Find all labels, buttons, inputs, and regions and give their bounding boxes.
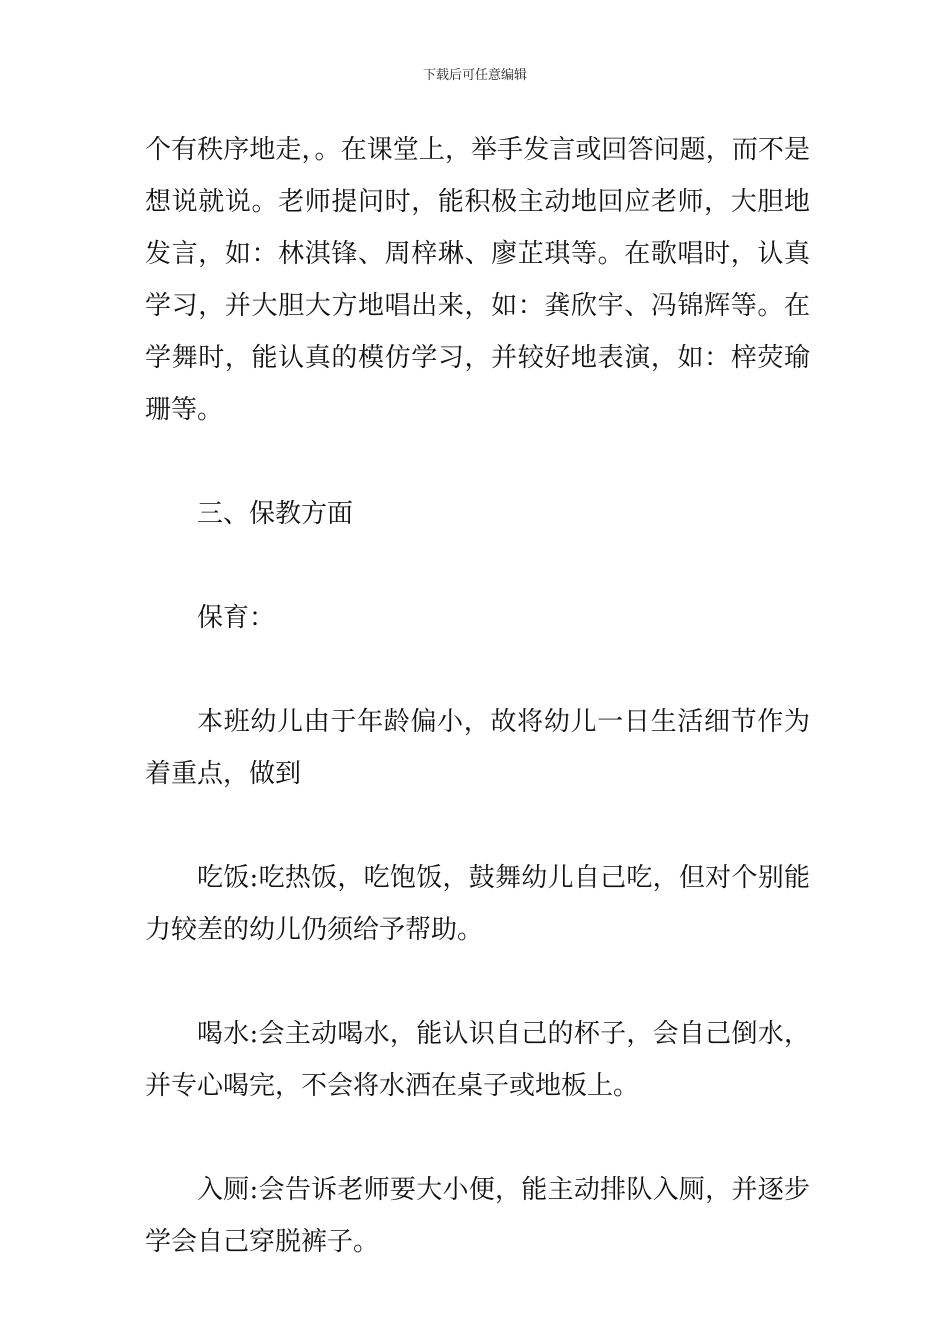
paragraph-daily-life-focus: 本班幼儿由于年龄偏小，故将幼儿一日生活细节作为着重点，做到 <box>145 707 810 789</box>
paragraph-toilet: 入厕:会告诉老师要大小便，能主动排队入厕，并逐步学会自己穿脱裤子。 <box>145 1175 810 1257</box>
section-heading-care-education: 三、保教方面 <box>197 499 354 529</box>
document-body <box>145 124 810 1268</box>
paragraph-eating: 吃饭:吃热饭，吃饱饭，鼓舞幼儿自己吃，但对个别能力较差的幼儿仍须给予帮助。 <box>145 863 810 945</box>
page-header: 下载后可任意编辑 <box>422 68 527 83</box>
subheading-nursing: 保育： <box>197 603 276 633</box>
paragraph-classroom-behavior: 个有秩序地走，。在课堂上，举手发言或回答问题，而不是想说就说。老师提问时，能积极主动地回应老师，大胆地发言，如：林淇锋、周梓琳、廖芷琪等。在歌唱时，认真学习，并大胆大方地唱出来，如：龚欣宇、冯锦辉等。在学舞时，能认真的模仿学习，并较好地表演，如：梓荧瑜珊等。 <box>145 135 810 425</box>
paragraph-drinking: 喝水:会主动喝水，能认识自己的杯子，会自己倒水，并专心喝完，不会将水洒在桌子或地板上。 <box>145 1019 810 1101</box>
